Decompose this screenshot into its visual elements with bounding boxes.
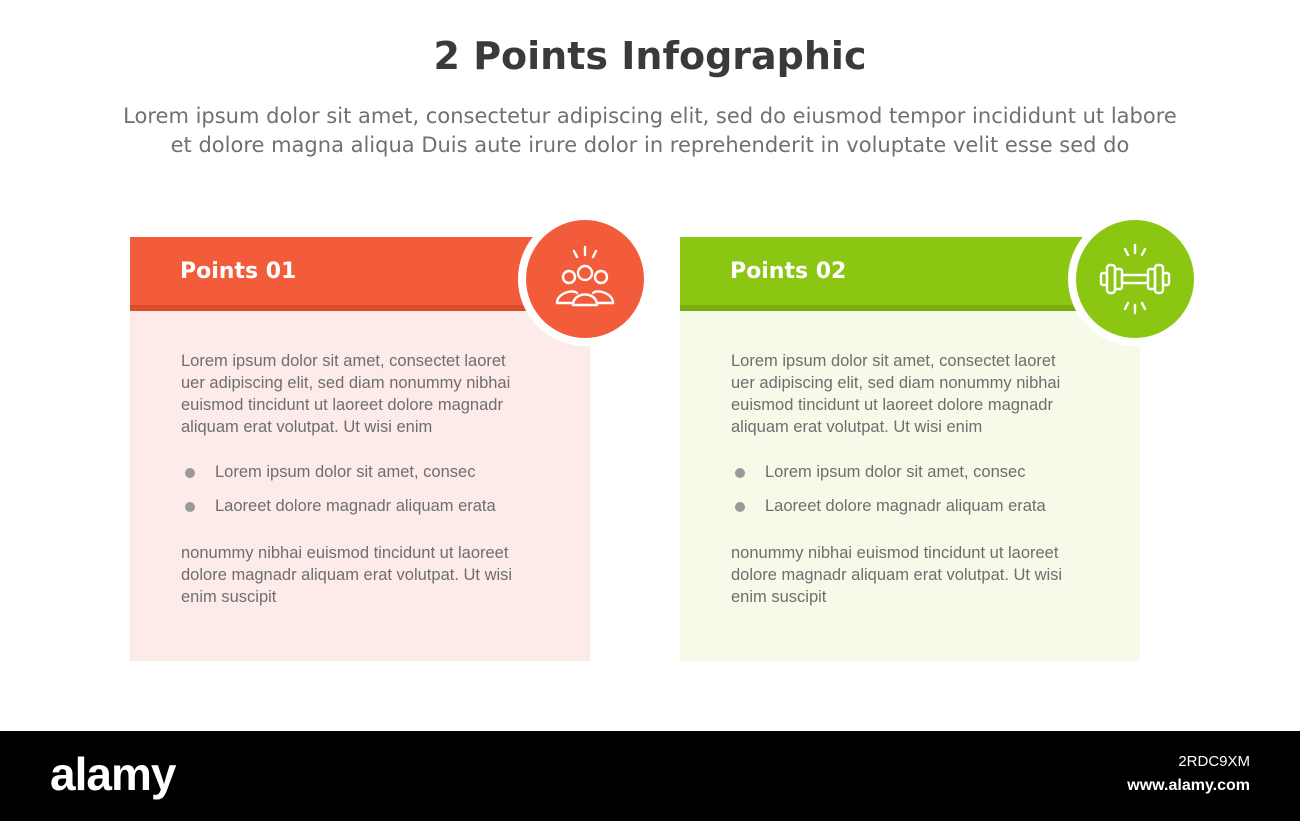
text-line: uer adipiscing elit, sed diam nonummy nibhai <box>181 374 511 392</box>
text-line: euismod tincidunt ut laoreet dolore magnadr <box>181 396 503 414</box>
list-item <box>181 461 551 495</box>
bullet-list <box>181 461 551 529</box>
image-id: 2RDC9XM <box>1178 753 1250 770</box>
people-group-icon <box>549 243 621 315</box>
text-line: Lorem ipsum dolor sit amet, consectet laoret <box>181 352 506 370</box>
bullet-dot <box>735 502 745 512</box>
point-card-1 <box>130 237 590 661</box>
bullet-text: Laoreet dolore magnadr aliquam erata <box>765 497 1046 515</box>
bullet-dot <box>735 468 745 478</box>
list-item <box>181 495 551 529</box>
text-line: aliquam erat volutpat. Ut wisi enim <box>731 418 983 436</box>
list-item <box>731 461 1101 495</box>
footer-logo[interactable]: alamy <box>50 748 176 800</box>
bullet-dot <box>185 468 195 478</box>
text-line: aliquam erat volutpat. Ut wisi enim <box>181 418 433 436</box>
point-card-2 <box>680 237 1140 661</box>
card-paragraph <box>731 542 1101 608</box>
card-header <box>130 237 550 311</box>
icon-badge <box>1068 212 1202 346</box>
page-title: 2 Points Infographic <box>433 34 867 78</box>
card-header <box>680 237 1100 311</box>
icon-circle <box>1076 220 1194 338</box>
list-item <box>731 495 1101 529</box>
card-paragraph <box>731 350 1101 438</box>
subtitle-line: et dolore magna aliqua Duis aute irure dolor in reprehenderit in voluptate velit esse sed do <box>170 133 1130 157</box>
text-line: nonummy nibhai euismod tincidunt ut laoreet <box>181 544 509 562</box>
footer-url[interactable]: www.alamy.com <box>1127 777 1250 794</box>
text-line: euismod tincidunt ut laoreet dolore magnadr <box>731 396 1053 414</box>
card-paragraph <box>181 350 551 438</box>
dumbbell-icon <box>1095 239 1175 319</box>
bullet-text: Lorem ipsum dolor sit amet, consec <box>215 463 476 481</box>
page-subtitle <box>60 102 1240 160</box>
text-line: enim suscipit <box>731 588 827 606</box>
icon-circle <box>526 220 644 338</box>
text-line: uer adipiscing elit, sed diam nonummy nibhai <box>731 374 1061 392</box>
text-line: enim suscipit <box>181 588 277 606</box>
card-title: Points 02 <box>730 259 847 284</box>
card-paragraph <box>181 542 551 608</box>
bullet-text: Lorem ipsum dolor sit amet, consec <box>765 463 1026 481</box>
footer-bar <box>0 731 1300 821</box>
subtitle-line: Lorem ipsum dolor sit amet, consectetur adipiscing elit, sed do eiusmod tempor incididunt ut labore <box>123 104 1177 128</box>
text-line: nonummy nibhai euismod tincidunt ut laoreet <box>731 544 1059 562</box>
text-line: dolore magnadr aliquam erat volutpat. Ut wisi <box>731 566 1063 584</box>
bullet-list <box>731 461 1101 529</box>
text-line: dolore magnadr aliquam erat volutpat. Ut wisi <box>181 566 513 584</box>
icon-badge <box>518 212 652 346</box>
bullet-text: Laoreet dolore magnadr aliquam erata <box>215 497 496 515</box>
bullet-dot <box>185 502 195 512</box>
text-line: Lorem ipsum dolor sit amet, consectet laoret <box>731 352 1056 370</box>
card-title: Points 01 <box>180 259 297 284</box>
